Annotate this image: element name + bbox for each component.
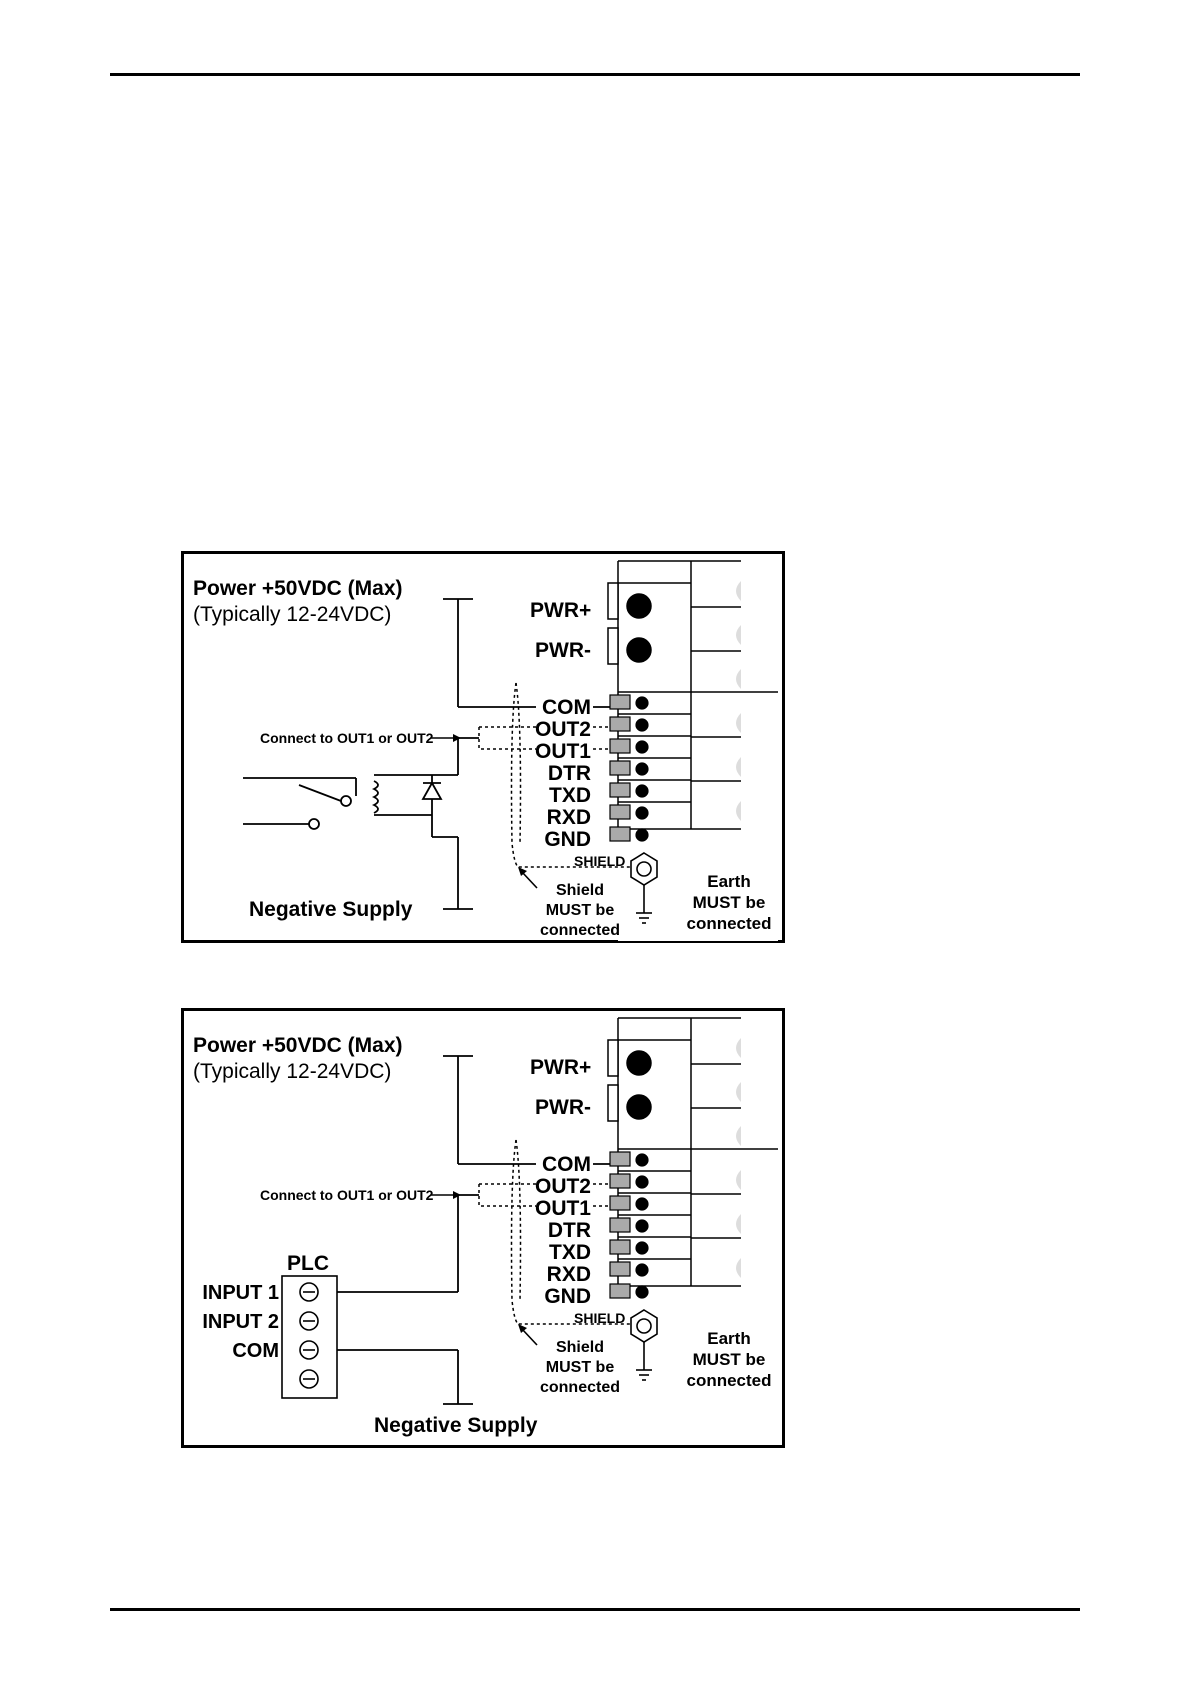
earth-note-line3: connected — [686, 1371, 772, 1390]
shield-label: SHIELD — [574, 853, 626, 869]
pin-label-com: COM — [542, 696, 591, 719]
pin-label-rxd: RXD — [546, 806, 591, 829]
header-rule — [110, 73, 1080, 76]
terminal-block — [608, 561, 778, 941]
shield-note-line2: MUST be — [545, 1359, 615, 1376]
earth-note-line1: Earth — [707, 872, 751, 891]
pin-label-gnd: GND — [544, 828, 591, 851]
pin-label-out2: OUT2 — [534, 1175, 591, 1198]
earth-note-line2: MUST be — [692, 1350, 766, 1369]
pin-label-gnd: GND — [544, 1285, 591, 1308]
shield-note-line3: connected — [539, 922, 621, 939]
pwr-minus-terminal-icon — [627, 1095, 651, 1119]
plc-input2-label: INPUT 2 — [202, 1311, 279, 1333]
plc-com-label: COM — [232, 1340, 279, 1362]
shield-note-line1: Shield — [555, 1339, 605, 1356]
relay-wiring-diagram — [181, 551, 785, 943]
power-subtitle: (Typically 12-24VDC) — [193, 1060, 392, 1083]
footer-rule — [110, 1608, 1080, 1611]
earth-note-line2: MUST be — [692, 893, 766, 912]
plc-wiring-diagram — [181, 1008, 785, 1437]
power-title: Power +50VDC (Max) — [193, 1034, 403, 1057]
shield-note-line2: MUST be — [545, 902, 615, 919]
power-title: Power +50VDC (Max) — [193, 577, 403, 600]
connect-note: Connect to OUT1 or OUT2 — [260, 730, 434, 746]
pwr-plus-label: PWR+ — [530, 1056, 592, 1079]
pin-label-out1: OUT1 — [534, 740, 591, 763]
earth-note-line1: Earth — [707, 1329, 751, 1348]
earth-note-line3: connected — [686, 914, 772, 933]
pwr-plus-terminal-icon — [627, 594, 651, 618]
pin-label-dtr: DTR — [547, 1219, 591, 1242]
shield-label: SHIELD — [574, 1310, 626, 1326]
pwr-plus-label: PWR+ — [530, 599, 592, 622]
pin-label-com: COM — [542, 1153, 591, 1176]
pin-label-out1: OUT1 — [534, 1197, 591, 1220]
pin-label-rxd: RXD — [546, 1263, 591, 1286]
pin-label-dtr: DTR — [547, 762, 591, 785]
plc-terminal-block — [282, 1276, 337, 1398]
pwr-minus-terminal-icon — [627, 638, 651, 662]
negative-supply-label: Negative Supply — [374, 1414, 538, 1437]
pin-label-txd: TXD — [549, 1241, 591, 1264]
pwr-minus-label: PWR- — [535, 1096, 591, 1119]
relay-wiring-svg — [181, 551, 785, 943]
shield-note-line3: connected — [539, 1379, 621, 1396]
pwr-minus-label: PWR- — [535, 639, 591, 662]
plc-title: PLC — [287, 1252, 329, 1275]
negative-supply-label: Negative Supply — [249, 898, 413, 921]
power-subtitle: (Typically 12-24VDC) — [193, 603, 392, 626]
pin-label-txd: TXD — [549, 784, 591, 807]
pwr-plus-terminal-icon — [627, 1051, 651, 1075]
connect-note: Connect to OUT1 or OUT2 — [260, 1187, 434, 1203]
plc-wiring-svg — [181, 1008, 785, 1448]
plc-input1-label: INPUT 1 — [202, 1282, 279, 1304]
pin-label-out2: OUT2 — [534, 718, 591, 741]
shield-note-line1: Shield — [555, 882, 605, 899]
